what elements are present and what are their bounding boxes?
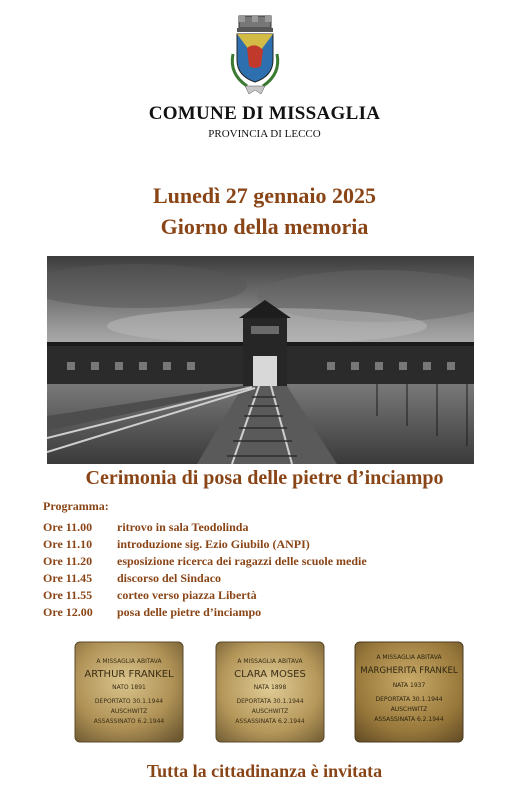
program-desc: discorso del Sindaco bbox=[117, 571, 222, 585]
stone-line: DEPORTATO 30.1.1944 bbox=[94, 698, 164, 705]
stolperstein-margherita-frankel bbox=[354, 641, 464, 743]
stone-name: CLARA MOSES bbox=[234, 669, 306, 680]
program-row bbox=[43, 554, 367, 569]
program-time: Ore 11.10 bbox=[43, 537, 93, 551]
stone-line: A MISSAGLIA ABITAVA bbox=[237, 658, 303, 665]
program-time: Ore 11.55 bbox=[43, 588, 93, 602]
provincia-subtitle: PROVINCIA DI LECCO bbox=[208, 128, 321, 140]
stone-name: MARGHERITA FRANKEL bbox=[360, 666, 458, 676]
stone-line: AUSCHWITZ bbox=[251, 708, 289, 715]
stone-line: ASSASSINATO 6.2.1944 bbox=[93, 718, 165, 725]
program-time: Ore 12.00 bbox=[43, 605, 93, 619]
program-row bbox=[43, 537, 310, 552]
event-date: Lunedì 27 gennaio 2025 bbox=[152, 183, 377, 208]
program-row bbox=[43, 520, 248, 535]
invitation-text: Tutta la cittadinanza è invitata bbox=[146, 761, 383, 781]
program-time: Ore 11.20 bbox=[43, 554, 93, 568]
stone-name: ARTHUR FRANKEL bbox=[84, 669, 174, 680]
comune-title: COMUNE DI MISSAGLIA bbox=[148, 103, 381, 124]
program-desc: introduzione sig. Ezio Giubilo (ANPI) bbox=[117, 537, 310, 551]
program-time: Ore 11.45 bbox=[43, 571, 93, 585]
event-title: Giorno della memoria bbox=[160, 214, 369, 239]
program-label: Programma: bbox=[43, 499, 109, 513]
camp-gate-photo bbox=[47, 256, 474, 464]
program-desc: ritrovo in sala Teodolinda bbox=[117, 520, 249, 534]
stone-line: A MISSAGLIA ABITAVA bbox=[376, 654, 442, 661]
stone-line: ASSASSINATA 6.2.1944 bbox=[374, 716, 444, 723]
program-desc: esposizione ricerca dei ragazzi delle scuole medie bbox=[117, 554, 367, 568]
stone-line: DEPORTATA 30.1.1944 bbox=[236, 698, 304, 705]
program-row bbox=[43, 588, 257, 603]
stone-line: AUSCHWITZ bbox=[110, 708, 148, 715]
stone-line: ASSASSINATA 6.2.1944 bbox=[235, 718, 305, 725]
program-time: Ore 11.00 bbox=[43, 520, 93, 534]
stone-line: NATA 1898 bbox=[253, 684, 287, 691]
program-desc: corteo verso piazza Libertà bbox=[117, 588, 257, 602]
stone-line: NATO 1891 bbox=[112, 684, 146, 691]
municipal-crest-logo bbox=[225, 14, 285, 98]
stone-line: A MISSAGLIA ABITAVA bbox=[96, 658, 162, 665]
program-desc: posa delle pietre d’inciampo bbox=[117, 605, 262, 619]
stone-line: DEPORTATA 30.1.1944 bbox=[375, 696, 443, 703]
stone-line: AUSCHWITZ bbox=[390, 706, 428, 713]
ceremony-heading: Cerimonia di posa delle pietre d’inciampo bbox=[85, 467, 444, 489]
program-row bbox=[43, 605, 261, 620]
stolperstein-arthur-frankel bbox=[74, 641, 184, 743]
stone-line: NATA 1937 bbox=[392, 682, 426, 689]
stolperstein-clara-moses bbox=[215, 641, 325, 743]
program-row bbox=[43, 571, 221, 586]
